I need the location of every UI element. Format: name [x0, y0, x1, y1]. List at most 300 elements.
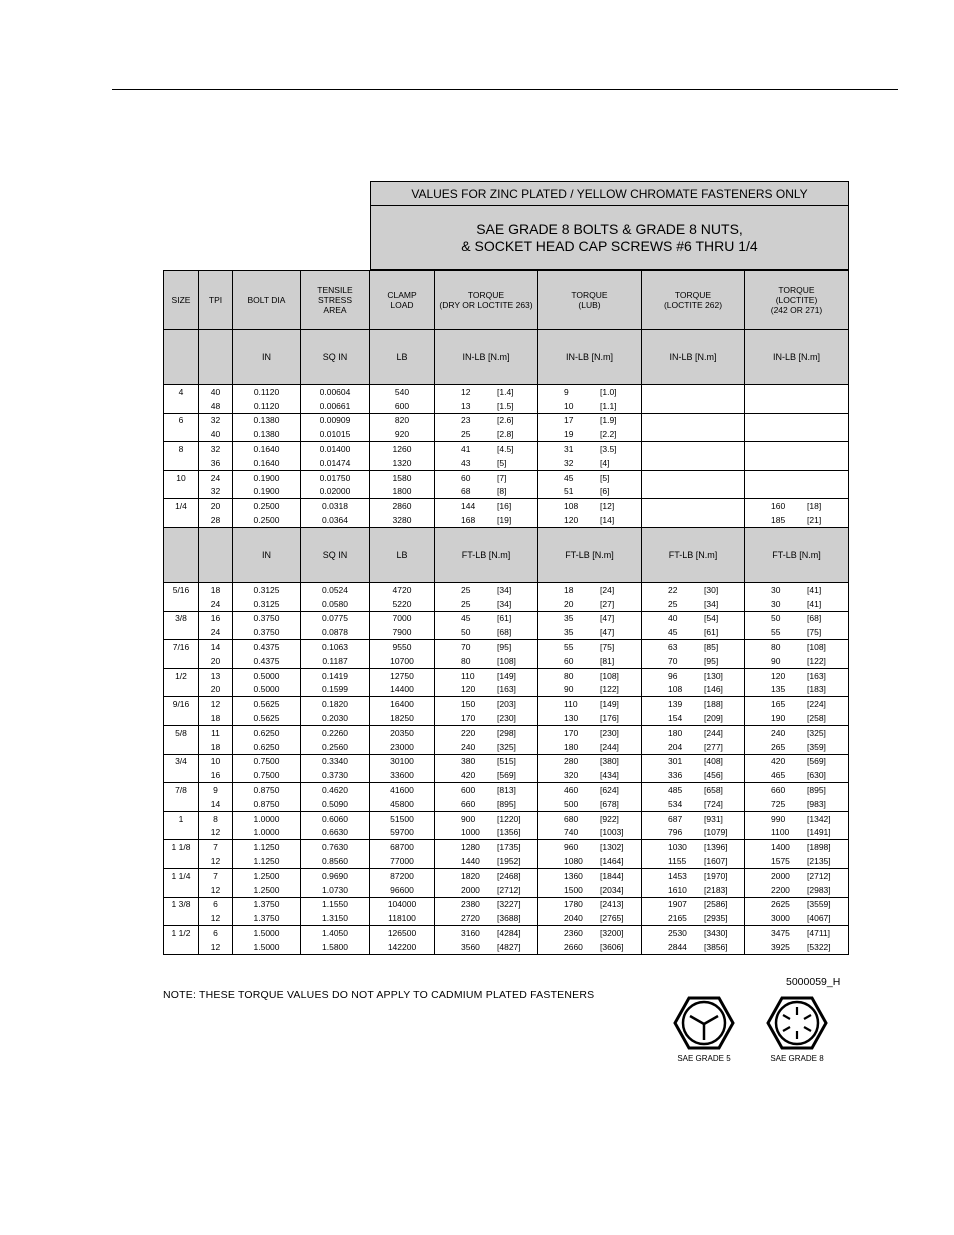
torque-value: 45	[668, 627, 678, 638]
cell-clamp: 14400	[370, 683, 435, 697]
torque-value: 55	[564, 642, 574, 653]
torque-metric: [2765]	[600, 913, 624, 924]
table-row	[164, 611, 849, 625]
table-row	[164, 513, 849, 527]
units-sqin: SQ IN	[301, 527, 370, 582]
torque-metric: [230]	[497, 713, 516, 724]
torque-value: 660	[461, 798, 476, 809]
cell-torque-262	[642, 470, 745, 484]
cell-tensile: 0.6630	[301, 826, 370, 840]
cell-torque-loctite	[745, 427, 849, 441]
torque-value: 687	[668, 813, 683, 824]
torque-metric: [34]	[497, 598, 512, 609]
cell-size	[164, 797, 199, 811]
torque-metric: [61]	[497, 613, 512, 624]
cell-tpi: 18	[199, 582, 233, 596]
torque-value: 60	[564, 655, 574, 666]
cell-torque-dry	[435, 826, 538, 840]
cell-torque-262	[642, 811, 745, 825]
table-row	[164, 625, 849, 639]
units-in: IN	[233, 330, 301, 385]
torque-metric: [1302]	[600, 842, 624, 853]
torque-value: 420	[461, 770, 476, 781]
cell-bolt-dia: 0.6250	[233, 725, 301, 739]
cell-tensile: 0.3730	[301, 768, 370, 782]
cell-bolt-dia: 0.3125	[233, 597, 301, 611]
cell-bolt-dia: 0.5625	[233, 711, 301, 725]
torque-value: 120	[461, 684, 476, 695]
torque-metric: [630]	[807, 770, 826, 781]
torque-metric: [2712]	[497, 884, 521, 895]
torque-value: 45	[564, 472, 574, 483]
units-lb: LB	[370, 330, 435, 385]
cell-bolt-dia: 0.7500	[233, 768, 301, 782]
cell-torque-lub	[538, 499, 642, 513]
cell-torque-lub	[538, 811, 642, 825]
cell-tpi: 40	[199, 427, 233, 441]
cell-tpi: 48	[199, 399, 233, 413]
cell-torque-262	[642, 640, 745, 654]
torque-metric: [408]	[704, 756, 723, 767]
torque-value: 20	[564, 598, 574, 609]
cell-tpi: 7	[199, 840, 233, 854]
torque-value: 3475	[771, 927, 790, 938]
cell-torque-dry	[435, 597, 538, 611]
cell-torque-dry	[435, 640, 538, 654]
cell-tensile: 0.2560	[301, 740, 370, 754]
torque-value: 2720	[461, 913, 480, 924]
cell-torque-loctite	[745, 768, 849, 782]
torque-value: 1610	[668, 884, 687, 895]
cell-tensile: 0.0364	[301, 513, 370, 527]
cell-bolt-dia: 0.1640	[233, 456, 301, 470]
torque-metric: [895]	[497, 798, 516, 809]
cell-bolt-dia: 1.2500	[233, 883, 301, 897]
cell-clamp: 540	[370, 385, 435, 399]
cell-size	[164, 427, 199, 441]
cell-tpi: 18	[199, 711, 233, 725]
cell-torque-lub	[538, 485, 642, 499]
torque-metric: [1003]	[600, 827, 624, 838]
cell-tpi: 18	[199, 740, 233, 754]
cell-torque-loctite	[745, 470, 849, 484]
torque-metric: [3559]	[807, 899, 831, 910]
cell-torque-dry	[435, 513, 538, 527]
torque-value: 30	[771, 584, 781, 595]
torque-metric: [34]	[497, 584, 512, 595]
units-torque: IN-LB [N.m]	[745, 330, 849, 385]
cell-bolt-dia: 0.1640	[233, 442, 301, 456]
cell-torque-lub	[538, 840, 642, 854]
cell-bolt-dia: 0.4375	[233, 640, 301, 654]
cell-torque-dry	[435, 868, 538, 882]
torque-metric: [3200]	[600, 927, 624, 938]
torque-metric: [3.5]	[600, 444, 617, 455]
table-row	[164, 427, 849, 441]
cell-torque-loctite	[745, 485, 849, 499]
cell-torque-dry	[435, 740, 538, 754]
cell-clamp: 600	[370, 399, 435, 413]
torque-metric: [515]	[497, 756, 516, 767]
cell-torque-262	[642, 611, 745, 625]
torque-value: 31	[564, 444, 574, 455]
torque-metric: [258]	[807, 713, 826, 724]
table-row	[164, 485, 849, 499]
torque-value: 18	[564, 584, 574, 595]
cell-bolt-dia: 0.1380	[233, 413, 301, 427]
units-blank	[199, 330, 233, 385]
table-row	[164, 442, 849, 456]
torque-value: 32	[564, 457, 574, 468]
torque-value: 3560	[461, 941, 480, 952]
torque-metric: [277]	[704, 741, 723, 752]
torque-metric: [146]	[704, 684, 723, 695]
units-torque: FT-LB [N.m]	[745, 527, 849, 582]
torque-metric: [1.1]	[600, 400, 617, 411]
torque-value: 2165	[668, 913, 687, 924]
cell-torque-loctite	[745, 399, 849, 413]
torque-metric: [1079]	[704, 827, 728, 838]
table-row	[164, 668, 849, 682]
cell-torque-loctite	[745, 854, 849, 868]
cell-clamp: 20350	[370, 725, 435, 739]
torque-value: 485	[668, 785, 683, 796]
torque-metric: [61]	[704, 627, 719, 638]
header-torque-loctite: TORQUE (LOCTITE) (242 OR 271)	[745, 271, 849, 330]
units-blank	[164, 527, 199, 582]
torque-metric: [1396]	[704, 842, 728, 853]
cell-size	[164, 625, 199, 639]
cell-tensile: 0.00909	[301, 413, 370, 427]
torque-metric: [2.6]	[497, 415, 514, 426]
cell-torque-262	[642, 926, 745, 940]
cell-clamp: 10700	[370, 654, 435, 668]
cell-torque-lub	[538, 399, 642, 413]
table-row	[164, 711, 849, 725]
torque-metric: [4.5]	[497, 444, 514, 455]
cell-torque-dry	[435, 725, 538, 739]
torque-value: 170	[564, 727, 579, 738]
cell-torque-dry	[435, 470, 538, 484]
cell-torque-dry	[435, 783, 538, 797]
torque-value: 2530	[668, 927, 687, 938]
torque-metric: [3606]	[600, 941, 624, 952]
cell-bolt-dia: 0.1380	[233, 427, 301, 441]
cell-torque-262	[642, 597, 745, 611]
cell-size: 4	[164, 385, 199, 399]
torque-value: 1100	[771, 827, 790, 838]
cell-clamp: 30100	[370, 754, 435, 768]
cell-size	[164, 456, 199, 470]
torque-value: 40	[668, 613, 678, 624]
cell-tpi: 7	[199, 868, 233, 882]
cell-torque-lub	[538, 754, 642, 768]
torque-metric: [122]	[600, 684, 619, 695]
units-torque: IN-LB [N.m]	[538, 330, 642, 385]
cell-torque-lub	[538, 897, 642, 911]
cell-torque-262	[642, 826, 745, 840]
cell-torque-dry	[435, 854, 538, 868]
torque-metric: [3227]	[497, 899, 521, 910]
cell-torque-loctite	[745, 456, 849, 470]
cell-bolt-dia: 0.3750	[233, 611, 301, 625]
torque-metric: [4711]	[807, 927, 831, 938]
column-header-row	[164, 271, 849, 330]
torque-value: 380	[461, 756, 476, 767]
torque-value: 680	[564, 813, 579, 824]
cell-torque-loctite	[745, 797, 849, 811]
table-row	[164, 470, 849, 484]
torque-value: 13	[461, 400, 471, 411]
torque-value: 23	[461, 415, 471, 426]
cell-torque-lub	[538, 513, 642, 527]
torque-value: 185	[771, 515, 786, 526]
cell-size	[164, 399, 199, 413]
torque-value: 35	[564, 627, 574, 638]
cell-torque-dry	[435, 897, 538, 911]
torque-metric: [983]	[807, 798, 826, 809]
torque-metric: [14]	[600, 515, 615, 526]
table-row	[164, 683, 849, 697]
torque-value: 12	[461, 386, 471, 397]
torque-metric: [130]	[704, 670, 723, 681]
torque-metric: [6]	[600, 486, 610, 497]
torque-metric: [1491]	[807, 827, 831, 838]
cell-clamp: 142200	[370, 940, 435, 954]
units-blank	[199, 527, 233, 582]
torque-metric: [54]	[704, 613, 719, 624]
torque-value: 1360	[564, 870, 583, 881]
torque-value: 301	[668, 756, 683, 767]
table-row	[164, 413, 849, 427]
cell-tensile: 1.4050	[301, 926, 370, 940]
torque-metric: [1952]	[497, 856, 521, 866]
cell-size	[164, 911, 199, 925]
cell-tpi: 20	[199, 654, 233, 668]
cell-size	[164, 683, 199, 697]
cell-torque-262	[642, 683, 745, 697]
torque-metric: [95]	[497, 642, 512, 653]
cell-torque-262	[642, 442, 745, 456]
torque-metric: [7]	[497, 472, 507, 483]
cell-torque-262	[642, 797, 745, 811]
torque-metric: [34]	[704, 598, 719, 609]
cell-size: 1 1/4	[164, 868, 199, 882]
cell-bolt-dia: 0.8750	[233, 783, 301, 797]
cell-torque-262	[642, 485, 745, 499]
grade5-label: SAE GRADE 5	[677, 1054, 731, 1063]
cell-tensile: 0.2260	[301, 725, 370, 739]
torque-metric: [1735]	[497, 842, 521, 853]
cell-tpi: 16	[199, 768, 233, 782]
torque-metric: [188]	[704, 699, 723, 710]
torque-value: 740	[564, 827, 579, 838]
cell-clamp: 2860	[370, 499, 435, 513]
cell-torque-dry	[435, 883, 538, 897]
cell-torque-lub	[538, 611, 642, 625]
cell-size: 1/4	[164, 499, 199, 513]
cell-size: 1 3/8	[164, 897, 199, 911]
cell-torque-262	[642, 499, 745, 513]
cell-tpi: 13	[199, 668, 233, 682]
cell-torque-lub	[538, 597, 642, 611]
header-tensile: TENSILE STRESS AREA	[301, 271, 370, 330]
torque-value: 17	[564, 415, 574, 426]
torque-value: 990	[771, 813, 786, 824]
torque-value: 180	[668, 727, 683, 738]
cell-tpi: 16	[199, 611, 233, 625]
cell-bolt-dia: 1.5000	[233, 926, 301, 940]
torque-value: 204	[668, 741, 683, 752]
cell-bolt-dia: 0.1900	[233, 470, 301, 484]
torque-value: 1500	[564, 884, 583, 895]
torque-value: 1030	[668, 842, 687, 853]
cell-bolt-dia: 1.3750	[233, 897, 301, 911]
torque-metric: [931]	[704, 813, 723, 824]
table-row	[164, 499, 849, 513]
torque-value: 220	[461, 727, 476, 738]
torque-metric: [2.2]	[600, 429, 617, 440]
cell-torque-262	[642, 940, 745, 954]
cell-size: 1	[164, 811, 199, 825]
cell-torque-lub	[538, 413, 642, 427]
torque-metric: [68]	[807, 613, 822, 624]
cell-tpi: 24	[199, 597, 233, 611]
cell-torque-dry	[435, 582, 538, 596]
cell-size: 3/4	[164, 754, 199, 768]
cell-tpi: 40	[199, 385, 233, 399]
cell-clamp: 77000	[370, 854, 435, 868]
cell-torque-262	[642, 697, 745, 711]
torque-metric: [2586]	[704, 899, 728, 910]
torque-metric: [1.4]	[497, 386, 514, 397]
cell-torque-lub	[538, 940, 642, 954]
cell-torque-dry	[435, 385, 538, 399]
torque-value: 2360	[564, 927, 583, 938]
cell-torque-dry	[435, 683, 538, 697]
torque-value: 3000	[771, 913, 790, 924]
torque-metric: [4827]	[497, 941, 521, 952]
cell-size: 10	[164, 470, 199, 484]
cell-clamp: 1800	[370, 485, 435, 499]
cell-torque-loctite	[745, 940, 849, 954]
cell-torque-dry	[435, 797, 538, 811]
torque-value: 90	[771, 655, 781, 666]
cell-tpi: 14	[199, 640, 233, 654]
torque-value: 1820	[461, 870, 480, 881]
torque-metric: [163]	[807, 670, 826, 681]
torque-metric: [18]	[807, 501, 822, 512]
cell-torque-262	[642, 513, 745, 527]
torque-value: 534	[668, 798, 683, 809]
torque-metric: [108]	[807, 642, 826, 653]
table-row	[164, 654, 849, 668]
cell-tensile: 0.2030	[301, 711, 370, 725]
cell-torque-262	[642, 668, 745, 682]
torque-metric: [149]	[600, 699, 619, 710]
cell-torque-loctite	[745, 413, 849, 427]
cell-torque-lub	[538, 668, 642, 682]
header-size: SIZE	[164, 271, 199, 330]
torque-value: 796	[668, 827, 683, 838]
table-row	[164, 883, 849, 897]
torque-metric: [27]	[600, 598, 615, 609]
torque-metric: [922]	[600, 813, 619, 824]
table-row	[164, 768, 849, 782]
units-row-large	[164, 527, 849, 582]
header-clamp: CLAMP LOAD	[370, 271, 435, 330]
cell-torque-loctite	[745, 911, 849, 925]
torque-metric: [1970]	[704, 870, 728, 881]
cell-torque-dry	[435, 754, 538, 768]
torque-metric: [1342]	[807, 813, 831, 824]
grade8-marking	[762, 996, 832, 1063]
cell-tpi: 12	[199, 911, 233, 925]
torque-metric: [75]	[807, 627, 822, 638]
torque-value: 1155	[668, 856, 687, 866]
torque-metric: [75]	[600, 642, 615, 653]
cell-tensile: 0.5090	[301, 797, 370, 811]
cell-tensile: 0.01750	[301, 470, 370, 484]
cell-torque-262	[642, 456, 745, 470]
torque-metric: [47]	[600, 613, 615, 624]
cell-bolt-dia: 0.5625	[233, 697, 301, 711]
cell-torque-lub	[538, 711, 642, 725]
units-torque: FT-LB [N.m]	[538, 527, 642, 582]
cell-clamp: 920	[370, 427, 435, 441]
torque-value: 460	[564, 785, 579, 796]
cell-torque-262	[642, 413, 745, 427]
cell-tpi: 6	[199, 897, 233, 911]
torque-value: 80	[461, 655, 471, 666]
cell-size	[164, 654, 199, 668]
torque-metric: [380]	[600, 756, 619, 767]
torque-value: 2000	[771, 870, 790, 881]
cell-clamp: 23000	[370, 740, 435, 754]
torque-value: 3925	[771, 941, 790, 952]
torque-value: 1400	[771, 842, 790, 853]
cell-clamp: 3280	[370, 513, 435, 527]
cell-bolt-dia: 0.1120	[233, 385, 301, 399]
torque-value: 55	[771, 627, 781, 638]
cell-torque-loctite	[745, 897, 849, 911]
torque-metric: [2712]	[807, 870, 831, 881]
cell-torque-dry	[435, 926, 538, 940]
torque-value: 50	[771, 613, 781, 624]
cell-size	[164, 768, 199, 782]
cell-torque-loctite	[745, 868, 849, 882]
cell-torque-loctite	[745, 811, 849, 825]
cell-tpi: 12	[199, 697, 233, 711]
cell-tpi: 8	[199, 811, 233, 825]
torque-metric: [21]	[807, 515, 822, 526]
torque-value: 1280	[461, 842, 480, 853]
torque-metric: [895]	[807, 785, 826, 796]
torque-value: 2660	[564, 941, 583, 952]
torque-metric: [47]	[600, 627, 615, 638]
torque-value: 50	[461, 627, 471, 638]
grade8-hex-icon	[766, 996, 828, 1050]
torque-metric: [359]	[807, 741, 826, 752]
torque-metric: [569]	[807, 756, 826, 767]
cell-torque-dry	[435, 811, 538, 825]
cell-torque-loctite	[745, 499, 849, 513]
torque-value: 19	[564, 429, 574, 440]
torque-value: 2200	[771, 884, 790, 895]
cell-size: 7/8	[164, 783, 199, 797]
torque-metric: [678]	[600, 798, 619, 809]
torque-metric: [8]	[497, 486, 507, 497]
